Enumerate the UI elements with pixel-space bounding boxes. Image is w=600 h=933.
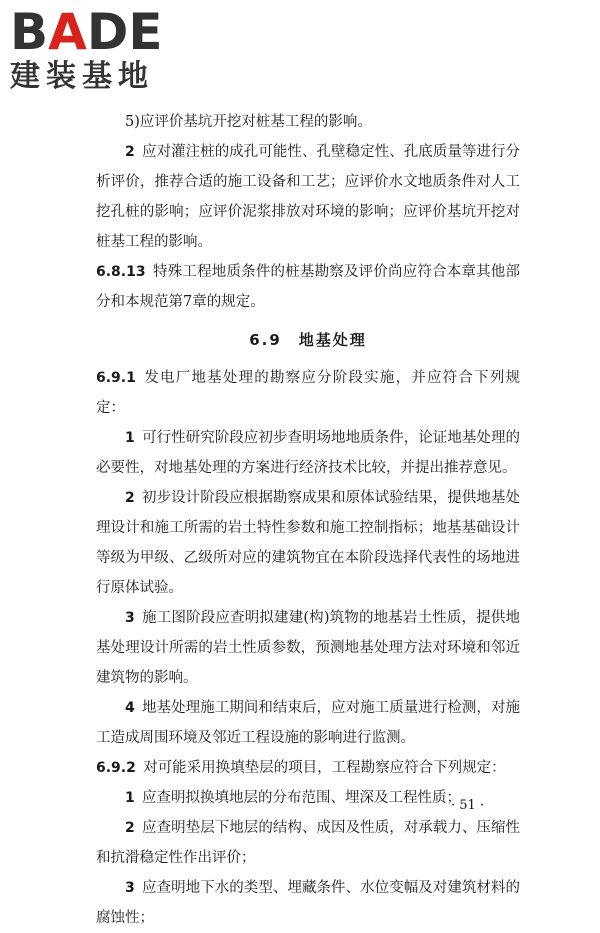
clause-paragraph [96,753,520,783]
logo-letter-e: E [128,3,163,61]
clause-number: 6.9.2 [96,760,136,776]
paragraph-text: 特殊工程地质条件的桩基勘察及评价尚应符合本章其他部分和本规范第7章的规定。 [96,264,520,310]
item-number: 4 [125,700,135,716]
paragraph [96,137,520,257]
paragraph [96,483,520,603]
paragraph [96,603,520,693]
paragraph [96,423,520,483]
logo-letter-b: B [10,3,49,61]
paragraph [96,873,520,933]
clause-paragraph [96,363,520,423]
item-number: 2 [125,820,135,836]
item-number: 3 [125,880,135,896]
paragraph-text: 应查明地下水的类型、埋藏条件、水位变幅及对建筑材料的腐蚀性； [96,880,520,926]
item-number: 2 [125,490,135,506]
paragraph-text: 发电厂地基处理的勘察应分阶段实施，并应符合下列规定： [96,370,520,416]
paragraph-text: 应对灌注桩的成孔可能性、孔壁稳定性、孔底质量等进行分析评价，推荐合适的施工设备和工艺；应评价水文地质条件对人工挖孔桩的影响；应评价泥浆排放对环境的影响；应评价基坑开挖对桩基工程的影响。 [96,144,520,250]
item-number: 1 [125,790,135,806]
logo-letter-d: D [86,3,129,61]
logo-letter-a: A [48,3,87,61]
clause-number: 6.9.1 [96,370,136,386]
paragraph-text: 对可能采用换填垫层的项目，工程勘察应符合下列规定： [143,760,506,776]
paragraph-text: 应查明拟换填地层的分布范围、埋深及工程性质； [142,790,461,806]
paragraph-text: 5)应评价基坑开挖对桩基工程的影响。 [125,114,372,130]
paragraph-text: 可行性研究阶段应初步查明场地地质条件，论证地基处理的必要性，对地基处理的方案进行经济技术比较，并提出推荐意见。 [96,430,520,476]
bade-logo [10,3,163,94]
page-number: · 51 · [451,798,485,813]
clause-paragraph [96,257,520,317]
item-number: 3 [125,610,135,626]
paragraph-text: 地基处理施工期间和结束后，应对施工质量进行检测，对施工造成周围环境及邻近工程设施的影响进行监测。 [96,700,520,746]
item-number: 1 [125,430,135,446]
paragraph [96,107,520,137]
paragraph-text: 初步设计阶段应根据勘察成果和原体试验结果，提供地基处理设计和施工所需的岩土特性参数和施工控制指标；地基基础设计等级为甲级、乙级所对应的建筑物宜在本阶段选择代表性的场地进行原体试验。 [96,490,520,596]
logo-wordmark [10,3,163,61]
paragraph [96,693,520,753]
logo-subtitle: 建装基地 [10,59,154,94]
item-number: 2 [125,144,135,160]
clause-number: 6.8.13 [96,264,146,280]
paragraph [96,813,520,873]
paragraph-text: 应查明垫层下地层的结构、成因及性质，对承载力、压缩性和抗滑稳定性作出评价； [96,820,520,866]
paragraph-text: 施工图阶段应查明拟建建(构)筑物的地基岩土性质，提供地基处理设计所需的岩土性质参数，预测地基处理方法对环境和邻近建筑物的影响。 [96,610,520,686]
section-title: 6.9 地基处理 [249,331,367,349]
